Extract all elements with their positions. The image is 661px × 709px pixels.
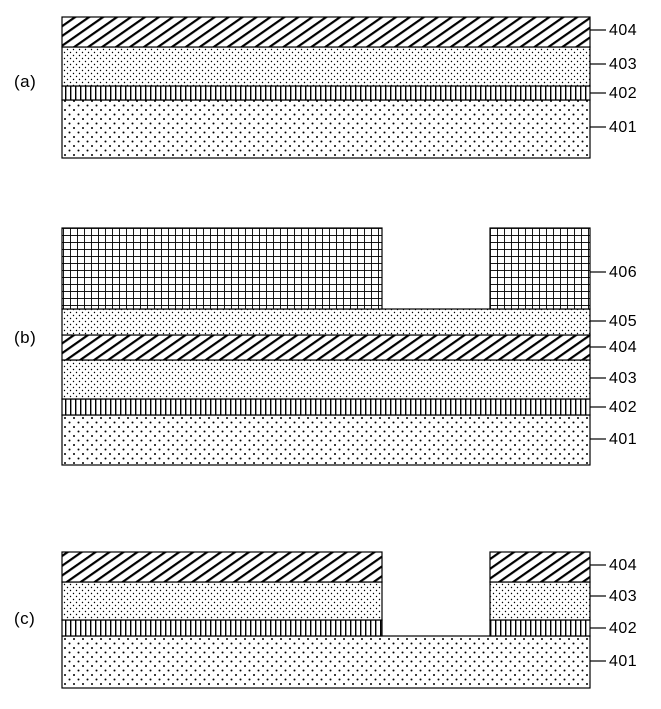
layer-404-hardmask bbox=[62, 17, 590, 47]
callout-b-404: 404 bbox=[609, 339, 638, 356]
callout-b-402: 402 bbox=[609, 399, 638, 416]
panel-a-label: (a) bbox=[14, 72, 37, 91]
callout-c-401: 401 bbox=[609, 653, 638, 670]
layer-402-barrier bbox=[62, 86, 590, 100]
layer-403-dielectric-right bbox=[490, 582, 590, 620]
layer-402-barrier bbox=[62, 399, 590, 415]
layer-405-thin bbox=[62, 309, 590, 335]
layer-402-barrier-left bbox=[62, 620, 382, 636]
panel-c bbox=[0, 520, 661, 709]
layer-406-resist-right bbox=[490, 228, 590, 309]
layer-403-dielectric bbox=[62, 360, 590, 399]
layer-401-substrate bbox=[62, 100, 590, 158]
layer-401-substrate bbox=[62, 415, 590, 465]
panel-c-label: (c) bbox=[14, 609, 36, 628]
callout-a-401: 401 bbox=[609, 119, 638, 136]
callout-b-405: 405 bbox=[609, 313, 638, 330]
layer-402-barrier-right bbox=[490, 620, 590, 636]
callout-c-402: 402 bbox=[609, 620, 638, 637]
layer-406-resist-left bbox=[62, 228, 382, 309]
callout-c-404: 404 bbox=[609, 557, 638, 574]
panel-b-label: (b) bbox=[14, 328, 37, 347]
layer-403-dielectric bbox=[62, 47, 590, 86]
callout-a-402: 402 bbox=[609, 85, 638, 102]
callout-c-403: 403 bbox=[609, 588, 638, 605]
layer-404-hardmask-left bbox=[62, 552, 382, 582]
panel-a bbox=[0, 0, 661, 190]
layer-401-substrate bbox=[62, 636, 590, 688]
callout-b-401: 401 bbox=[609, 431, 638, 448]
layer-404-hardmask bbox=[62, 335, 590, 360]
layer-404-hardmask-right bbox=[490, 552, 590, 582]
panel-b bbox=[0, 200, 661, 480]
callout-a-404: 404 bbox=[609, 22, 638, 39]
layer-403-dielectric-left bbox=[62, 582, 382, 620]
callout-a-403: 403 bbox=[609, 56, 638, 73]
callout-b-403: 403 bbox=[609, 370, 638, 387]
callout-b-406: 406 bbox=[609, 264, 638, 281]
